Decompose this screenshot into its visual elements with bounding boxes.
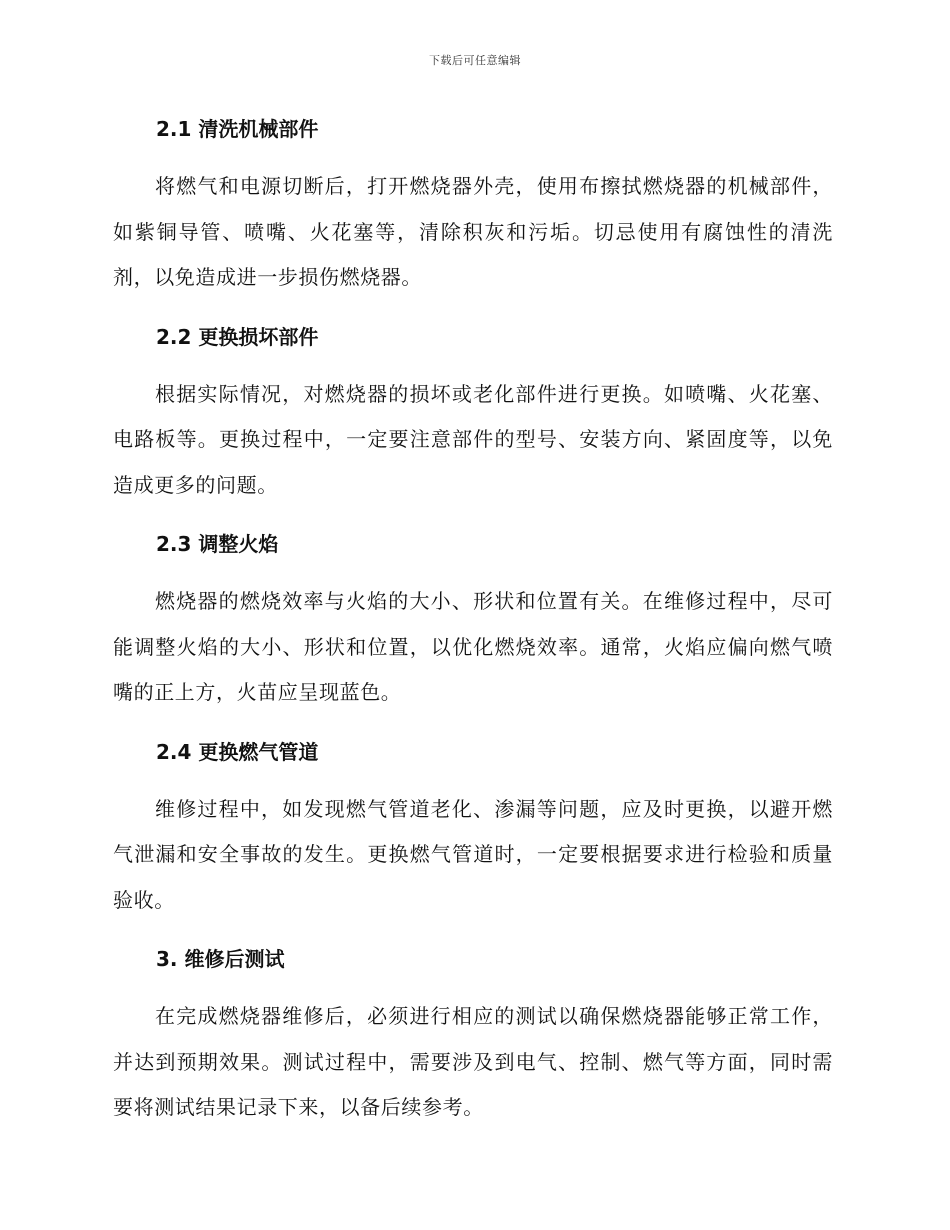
section-heading: 3. 维修后测试: [156, 947, 285, 971]
section-2-4: [113, 731, 833, 924]
section-paragraph: 维修过程中，如发现燃气管道老化、渗漏等问题，应及时更换，以避开燃气泄漏和安全事故的发生。更换燃气管道时，一定要根据要求进行检验和质量验收。: [113, 796, 833, 912]
document-body: [113, 108, 833, 1131]
section-3: [113, 938, 833, 1131]
section-heading: 2.1 清洗机械部件: [156, 117, 319, 141]
section-paragraph: 根据实际情况，对燃烧器的损坏或老化部件进行更换。如喷嘴、火花塞、电路板等。更换过程中，一定要注意部件的型号、安装方向、紧固度等，以免造成更多的问题。: [113, 381, 833, 497]
page-header-note: 下载后可任意编辑: [429, 54, 521, 67]
section-paragraph: 燃烧器的燃烧效率与火焰的大小、形状和位置有关。在维修过程中，尽可能调整火焰的大小、形状和位置，以优化燃烧效率。通常，火焰应偏向燃气喷嘴的正上方，火苗应呈现蓝色。: [113, 589, 833, 704]
section-heading: 2.2 更换损坏部件: [156, 324, 319, 349]
section-paragraph: 将燃气和电源切断后，打开燃烧器外壳，使用布擦拭燃烧器的机械部件，如紫铜导管、喷嘴、火花塞等，清除积灰和污垢。切忌使用有腐蚀性的清洗剂，以免造成进一步损伤燃烧器。: [113, 174, 833, 289]
section-2-3: [113, 523, 833, 716]
section-2-1: [113, 108, 833, 301]
section-heading: 2.3 调整火焰: [156, 532, 279, 556]
section-paragraph: 在完成燃烧器维修后，必须进行相应的测试以确保燃烧器能够正常工作，并达到预期效果。测试过程中，需要涉及到电气、控制、燃气等方面，同时需要将测试结果记录下来，以备后续参考。: [113, 1004, 833, 1119]
section-heading: 2.4 更换燃气管道: [156, 739, 319, 764]
section-2-2: [113, 316, 833, 509]
